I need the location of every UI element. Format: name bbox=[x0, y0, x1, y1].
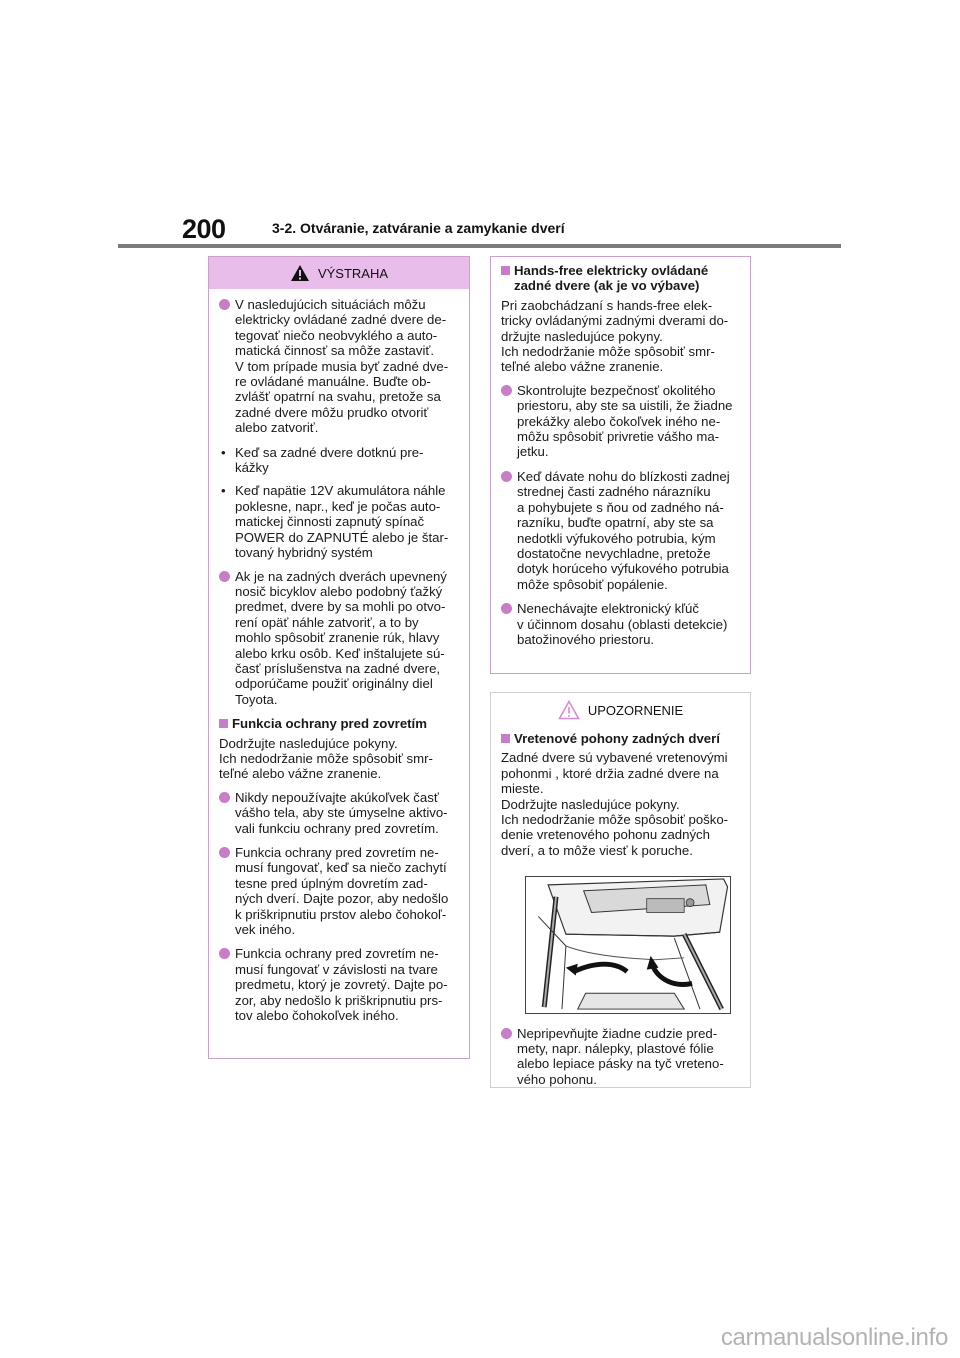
bullet-dot-icon bbox=[219, 571, 230, 582]
paragraph: Skontrolujte bezpečnosť okolitého priestoru, aby ste sa uistili, že žiadne prekážky alebo čokoľvek iného ne- môžu spôsobiť privretie vášho ma- jetku. bbox=[517, 382, 733, 460]
bullet-dot-icon bbox=[219, 948, 230, 959]
list-item bbox=[221, 483, 461, 560]
paragraph: Dodržujte nasledujúce pokyny. Ich nedodržanie môže spôsobiť smr- teľné alebo vážne zranenie. bbox=[219, 735, 433, 782]
bullet-dot-icon bbox=[219, 299, 230, 310]
list-item bbox=[219, 569, 461, 708]
paragraph: Keď sa zadné dvere dotknú pre- kážky bbox=[235, 444, 424, 476]
handsfree-box bbox=[490, 256, 751, 674]
notice-header bbox=[491, 695, 750, 725]
bullet-dot-icon bbox=[501, 603, 512, 614]
bullet-dot-icon bbox=[501, 385, 512, 396]
sub-bullet-icon: • bbox=[221, 483, 226, 499]
paragraph: Keď dávate nohu do blízkosti zadnej strednej časti zadného nárazníku a pohybujete s ňou od zadného ná- razníku, buďte opatrní, aby ste sa nedotkli výfukového potrubia, kým dostatočne nevychladne, pretože dotyk horúceho výfukového potrubia môže spôsobiť popálenie. bbox=[517, 468, 730, 592]
sub-bullet-icon: • bbox=[221, 444, 226, 460]
section-heading: Hands-free elektricky ovládané zadné dvere (ak je vo výbave) bbox=[501, 263, 742, 294]
section-heading: Funkcia ochrany pred zovretím bbox=[219, 716, 461, 731]
paragraph: V nasledujúcich situáciách môžu elektricky ovládané zadné dvere de- tegovať niečo neobvyklého a auto- matická činnosť sa môže zastaviť. V tom prípade musia byť zadné dve- re ovládané manuálne. Buďte ob- zvlášť opatrní na svahu, pretože sa zadné dvere môžu prudko otvoriť alebo zatvoriť. bbox=[235, 297, 449, 436]
bullet-dot-icon bbox=[219, 847, 230, 858]
paragraph: Zadné dvere sú vybavené vretenovými pohonmi , ktoré držia zadné dvere na mieste. Dodržujte nasledujúce pokyny. Ich nedodržanie môže spôsobiť poško- denie vretenového pohonu zadných dverí, a to môže viesť k poruche. bbox=[501, 750, 729, 858]
list-item bbox=[501, 383, 742, 460]
square-bullet-icon bbox=[501, 734, 510, 743]
list-item bbox=[501, 1026, 742, 1088]
tailgate-strut-illustration bbox=[525, 876, 731, 1014]
paragraph: Pri zaobchádzaní s hands-free elek- tricky ovládanými zadnými dverami do- držujte nasledujúce pokyny. Ich nedodržanie môže spôsobiť smr- teľné alebo vážne zranenie. bbox=[501, 297, 729, 375]
list-item bbox=[221, 445, 461, 476]
warning-title: VÝSTRAHA bbox=[317, 265, 389, 281]
paragraph: Funkcia ochrany pred zovretím ne- musí fungovať, keď sa niečo zachytí tesne pred úplným dovretím zad- ných dverí. Dajte pozor, aby nedošlo k priškripnutiu prstov alebo čohokoľ- vek iného. bbox=[235, 845, 449, 938]
paragraph: Keď napätie 12V akumulátora náhle poklesne, napr., keď je počas auto- matickej činnosti zapnutý spínač POWER do ZAPNUTÉ alebo je štar- tovaný hybridný systém bbox=[235, 483, 449, 561]
list-item bbox=[501, 469, 742, 592]
notice-box bbox=[490, 692, 751, 1088]
bullet-dot-icon bbox=[501, 471, 512, 482]
paragraph: Nikdy nepoužívajte akúkoľvek časť vášho tela, aby ste úmyselne aktivo- vali funkciu ochrany pred zovretím. bbox=[235, 789, 448, 836]
bullet-dot-icon bbox=[501, 1028, 512, 1039]
page-number: 200 bbox=[182, 214, 226, 244]
bullet-dot-icon bbox=[219, 792, 230, 803]
header-rule bbox=[118, 244, 841, 248]
notice-title: UPOZORNENIE bbox=[587, 702, 684, 718]
paragraph: Nepripevňujte žiadne cudzie pred- mety, napr. nálepky, plastové fólie alebo lepiace pásky na tyč vreteno- vého pohonu. bbox=[517, 1025, 724, 1087]
list-item bbox=[219, 845, 461, 937]
paragraph: Funkcia ochrany pred zovretím ne- musí fungovať v závislosti na tvare predmetu, ktorý je zovretý. Dajte po- zor, aby nedošlo k priškripnutiu prs- tov alebo čohokoľvek iného. bbox=[235, 946, 448, 1024]
warning-triangle-icon bbox=[290, 264, 310, 282]
list-item bbox=[501, 601, 742, 647]
list-item bbox=[219, 790, 461, 836]
paragraph: Nenechávajte elektronický kľúč v účinnom dosahu (oblasti detekcie) batožinového priestoru. bbox=[517, 601, 728, 647]
caution-triangle-icon bbox=[558, 700, 580, 720]
warning-box bbox=[208, 256, 470, 1059]
section-heading: Vretenové pohony zadných dverí bbox=[501, 731, 742, 746]
warning-header bbox=[209, 257, 469, 289]
square-bullet-icon bbox=[501, 266, 510, 275]
square-bullet-icon bbox=[219, 719, 228, 728]
paragraph: Ak je na zadných dverách upevnený nosič bicyklov alebo podobný ťažký predmet, dvere by sa mohli po otvo- rení opäť náhle zatvoriť, a to by mohlo spôsobiť zranenie rúk, hlavy alebo krku osôb. Keď inštalujete sú- časť príslušenstva na zadné dvere, odporúčame použiť originálny diel Toyota. bbox=[235, 568, 447, 707]
list-item bbox=[219, 946, 461, 1023]
list-item bbox=[219, 297, 461, 436]
chapter-title: 3-2. Otváranie, zatváranie a zamykanie dverí bbox=[272, 220, 565, 236]
watermark: carmanualsonline.info bbox=[720, 1324, 948, 1351]
